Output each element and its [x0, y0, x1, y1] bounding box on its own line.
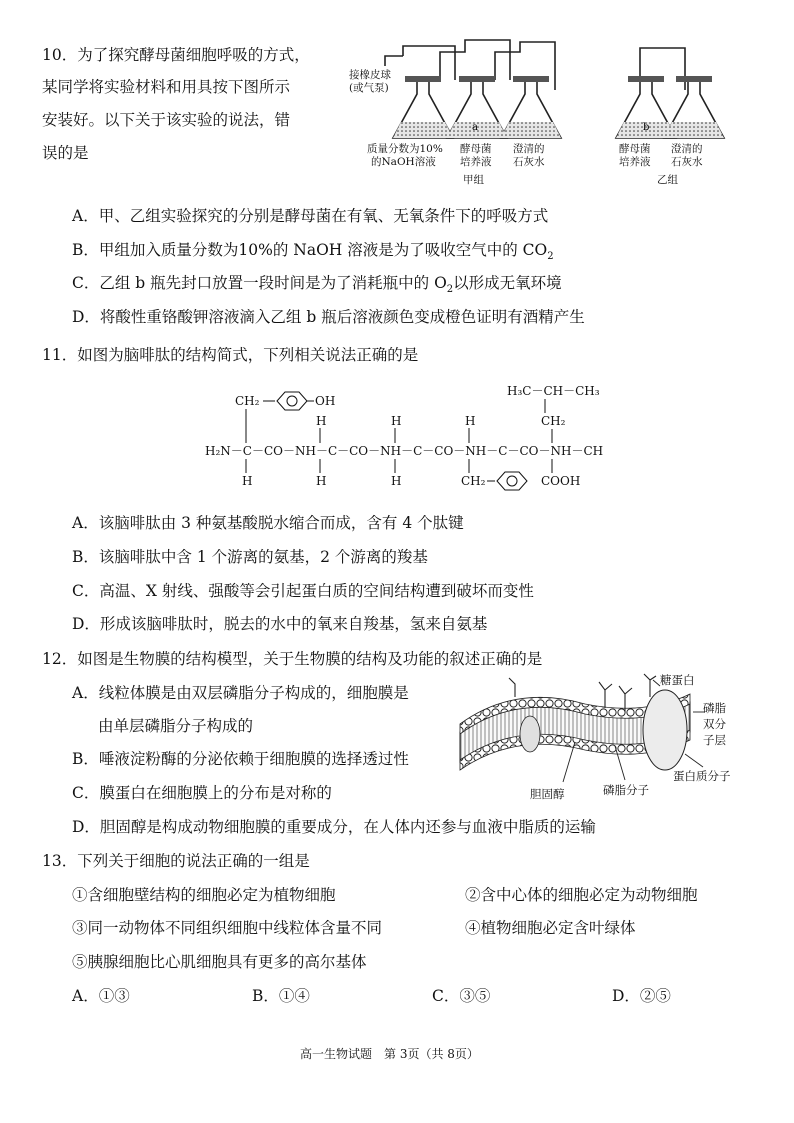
q10-fig-group-jia: 甲组	[463, 174, 484, 186]
q11-ch2-bottom: CH₂	[461, 474, 486, 488]
q12-fig-glycoprotein: 糖蛋白	[660, 673, 695, 687]
q10-option-d: D．将酸性重铬酸钾溶液滴入乙组 b 瓶后溶液颜色变成橙色证明有酒精产生	[72, 308, 585, 326]
q13-option-b: B．①④	[252, 987, 310, 1005]
q12-option-a-line2: 由单层磷脂分子构成的	[98, 717, 254, 735]
q10-option-b: B．甲组加入质量分数为10%的 NaOH 溶液是为了吸收空气中的 $CO_2$	[72, 241, 554, 263]
q13-statement-2: ②含中心体的细胞必定为动物细胞	[465, 886, 698, 904]
q12-fig-bilayer2: 双分	[703, 717, 726, 731]
q13-statement-3: ③同一动物体不同组织细胞中线粒体含量不同	[72, 919, 383, 937]
q10-fig-lime2-label2: 石灰水	[671, 156, 703, 168]
q13-stem: 13．下列关于细胞的说法正确的一组是	[42, 852, 310, 870]
q10-fig-lime-label1: 澄清的	[513, 143, 545, 155]
q10-fig-pump-label1: 接橡皮球	[349, 69, 391, 81]
q10-fig-lime2-label1: 澄清的	[671, 143, 703, 155]
q11-option-c: C．高温、X 射线、强酸等会引起蛋白质的空间结构遭到破坏而变性	[72, 582, 534, 600]
q12-option-b: B．唾液淀粉酶的分泌依赖于细胞膜的选择透过性	[72, 750, 409, 768]
q11-option-b: B．该脑啡肽中含 1 个游离的氨基，2 个游离的羧基	[72, 548, 428, 566]
q13-statement-1: ①含细胞壁结构的细胞必定为植物细胞	[72, 886, 336, 904]
q13-option-c: C．③⑤	[432, 987, 491, 1005]
q11-oh: OH	[315, 394, 336, 408]
q12-option-d: D．胆固醇是构成动物细胞膜的重要成分，在人体内还参与血液中脂质的运输	[72, 818, 596, 836]
q13-option-d: D．②⑤	[612, 987, 671, 1005]
q10-option-c: C．乙组 b 瓶先封口放置一段时间是为了消耗瓶中的 $O_2$以形成无氧环境	[72, 274, 562, 296]
q12-fig-bilayer3: 子层	[703, 733, 726, 747]
q11-option-a: A．该脑啡肽由 3 种氨基酸脱水缩合而成，含有 4 个肽键	[72, 514, 464, 532]
q11-h-bottom0: H	[242, 474, 253, 488]
q10-fig-pump-label2: (或气泵)	[349, 82, 389, 94]
q10-fig-letter-b: b	[643, 122, 650, 133]
q10-stem-line1: 10．为了探究酵母菌细胞呼吸的方式，	[42, 46, 310, 64]
q12-option-c: C．膜蛋白在细胞膜上的分布是对称的	[72, 784, 332, 802]
q10-fig-naoh-label1: 质量分数为10%	[367, 143, 443, 155]
q10-stem-line2: 某同学将实验材料和用具按下图所示	[42, 78, 291, 96]
q13-statement-5: ⑤胰腺细胞比心肌细胞具有更多的高尔基体	[72, 953, 367, 971]
q10-fig-naoh-label2: 的NaOH溶液	[371, 156, 436, 168]
q11-main-chain: H₂N－C－CO－NH－C－CO－NH－C－CO－NH－C－CO－NH－CH	[205, 444, 604, 458]
q11-h-bottom1: H	[316, 474, 327, 488]
q12-membrane-figure	[455, 672, 755, 807]
page-footer: 高一生物试题 第 3页（共 8页）	[300, 1047, 479, 1061]
q10-fig-lime-label2: 石灰水	[513, 156, 545, 168]
q12-fig-bilayer1: 磷脂	[703, 701, 726, 715]
q10-fig-yeast2-label1: 酵母菌	[619, 143, 651, 155]
q11-option-d: D．形成该脑啡肽时，脱去的水中的氧来自羧基，氢来自氨基	[72, 615, 488, 633]
q11-ch2-top: CH₂	[235, 394, 260, 408]
q11-h-bottom2: H	[391, 474, 402, 488]
q11-ch3-top: H₃C－CH－CH₃	[507, 384, 600, 398]
q11-h-top3: H	[465, 414, 476, 428]
q13-option-a: A．①③	[72, 987, 130, 1005]
q10-apparatus-figure	[345, 38, 755, 188]
q10-fig-yeast-label2: 培养液	[460, 156, 492, 168]
q12-option-a-line1: A．线粒体膜是由双层磷脂分子构成的，细胞膜是	[72, 684, 409, 702]
q12-fig-protein: 蛋白质分子	[673, 769, 731, 783]
q10-option-a: A．甲、乙组实验探究的分别是酵母菌在有氧、无氧条件下的呼吸方式	[72, 207, 549, 225]
q10-fig-yeast-label1: 酵母菌	[460, 143, 492, 155]
q12-stem: 12．如图是生物膜的结构模型，关于生物膜的结构及功能的叙述正确的是	[42, 650, 543, 668]
q11-stem: 11．如图为脑啡肽的结构简式，下列相关说法正确的是	[42, 346, 419, 364]
q12-fig-phospholipid: 磷脂分子	[603, 783, 649, 797]
q10-fig-letter-a: a	[472, 122, 478, 133]
q11-cooh: COOH	[541, 474, 581, 488]
q10-fig-yeast2-label2: 培养液	[619, 156, 651, 168]
q10-fig-group-yi: 乙组	[657, 174, 678, 186]
q11-h-top1: H	[316, 414, 327, 428]
q12-fig-cholesterol: 胆固醇	[530, 787, 565, 801]
q10-stem-line4: 误的是	[42, 144, 89, 162]
q11-structural-formula	[195, 373, 615, 498]
q10-stem-line3: 安装好。以下关于该实验的说法，错	[42, 111, 291, 129]
q11-h-top2: H	[391, 414, 402, 428]
q11-ch2-right: CH₂	[541, 414, 566, 428]
q13-statement-4: ④植物细胞必定含叶绿体	[465, 919, 636, 937]
